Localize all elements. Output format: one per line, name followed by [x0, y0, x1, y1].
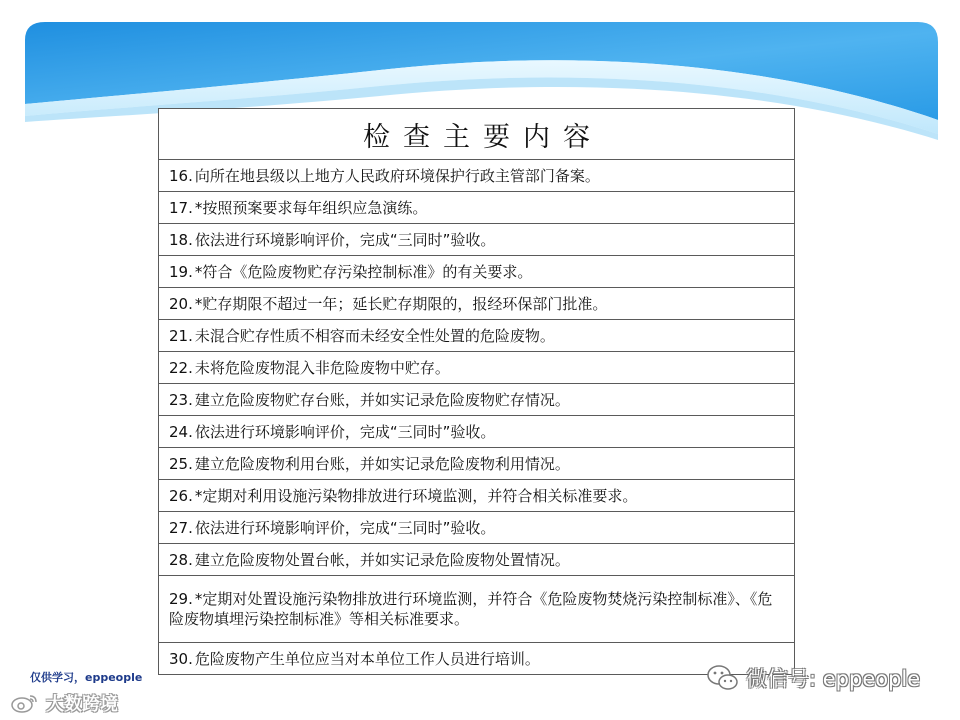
table-cell [159, 512, 795, 544]
table-cell [159, 544, 795, 576]
row-number: 23. [169, 390, 193, 409]
table-row [159, 192, 795, 224]
table-row [159, 512, 795, 544]
row-number: 27. [169, 518, 193, 537]
table-body [159, 160, 795, 675]
row-text: 未将危险废物混入非危险废物中贮存。 [194, 358, 450, 377]
table-cell [159, 160, 795, 192]
table-cell [159, 192, 795, 224]
table-cell [159, 352, 795, 384]
watermark-right-text: 微信号: eppeople [746, 667, 921, 691]
table-cell [159, 320, 795, 352]
table-cell [159, 256, 795, 288]
row-text: 依法进行环境影响评价，完成“三同时”验收。 [194, 422, 496, 441]
row-text: 建立危险废物利用台账，并如实记录危险废物利用情况。 [194, 454, 570, 473]
row-number: 30. [169, 649, 193, 668]
row-text: *贮存期限不超过一年；延长贮存期限的，报经环保部门批准。 [194, 294, 608, 313]
row-text: 依法进行环境影响评价，完成“三同时”验收。 [194, 518, 496, 537]
watermark-left-text: 大数跨境 [46, 694, 118, 715]
row-number: 22. [169, 358, 193, 377]
table-row [159, 480, 795, 512]
study-note: 仅供学习，eppeople [30, 671, 143, 684]
table-cell [159, 643, 795, 675]
table-cell [159, 416, 795, 448]
table-row [159, 288, 795, 320]
row-number: 24. [169, 422, 193, 441]
row-text: 向所在地县级以上地方人民政府环境保护行政主管部门备案。 [194, 166, 600, 185]
row-number: 20. [169, 294, 193, 313]
watermark-left [10, 690, 118, 716]
table-cell [159, 480, 795, 512]
row-text: *符合《危险废物贮存污染控制标准》的有关要求。 [194, 262, 533, 281]
wechat-icon [706, 663, 740, 693]
table-row [159, 256, 795, 288]
table-row [159, 160, 795, 192]
table-cell [159, 224, 795, 256]
table-row [159, 320, 795, 352]
row-text: 依法进行环境影响评价，完成“三同时”验收。 [194, 230, 496, 249]
row-text: *定期对处置设施污染物排放进行环境监测，并符合《危险废物焚烧污染控制标准》、《危险废物填埋污染控制标准》等相关标准要求。 [169, 590, 773, 628]
row-text: 危险废物产生单位应当对本单位工作人员进行培训。 [194, 649, 540, 668]
table-cell [159, 448, 795, 480]
table-row [159, 448, 795, 480]
table-cell [159, 288, 795, 320]
table-cell [159, 576, 795, 643]
table-row [159, 384, 795, 416]
row-number: 21. [169, 326, 193, 345]
row-number: 28. [169, 550, 193, 569]
watermark-right [706, 660, 920, 696]
weibo-icon [10, 692, 40, 714]
table-header-row [159, 109, 795, 160]
row-number: 17. [169, 198, 193, 217]
row-text: *定期对利用设施污染物排放进行环境监测，并符合相关标准要求。 [194, 486, 638, 505]
row-text: 建立危险废物贮存台账，并如实记录危险废物贮存情况。 [194, 390, 570, 409]
row-number: 16. [169, 166, 193, 185]
row-text: 建立危险废物处置台帐，并如实记录危险废物处置情况。 [194, 550, 570, 569]
table-header: 检查主要内容 [159, 109, 795, 160]
row-number: 19. [169, 262, 193, 281]
row-number: 26. [169, 486, 193, 505]
table-cell [159, 384, 795, 416]
table-row [159, 224, 795, 256]
table-row [159, 576, 795, 643]
row-number: 29. [169, 590, 193, 608]
table-row [159, 416, 795, 448]
row-text: *按照预案要求每年组织应急演练。 [194, 198, 428, 217]
table-row [159, 643, 795, 675]
table-row [159, 544, 795, 576]
row-number: 18. [169, 230, 193, 249]
row-number: 25. [169, 454, 193, 473]
row-text: 未混合贮存性质不相容而未经安全性处置的危险废物。 [194, 326, 555, 345]
table-row [159, 352, 795, 384]
inspection-content-table [158, 108, 795, 675]
